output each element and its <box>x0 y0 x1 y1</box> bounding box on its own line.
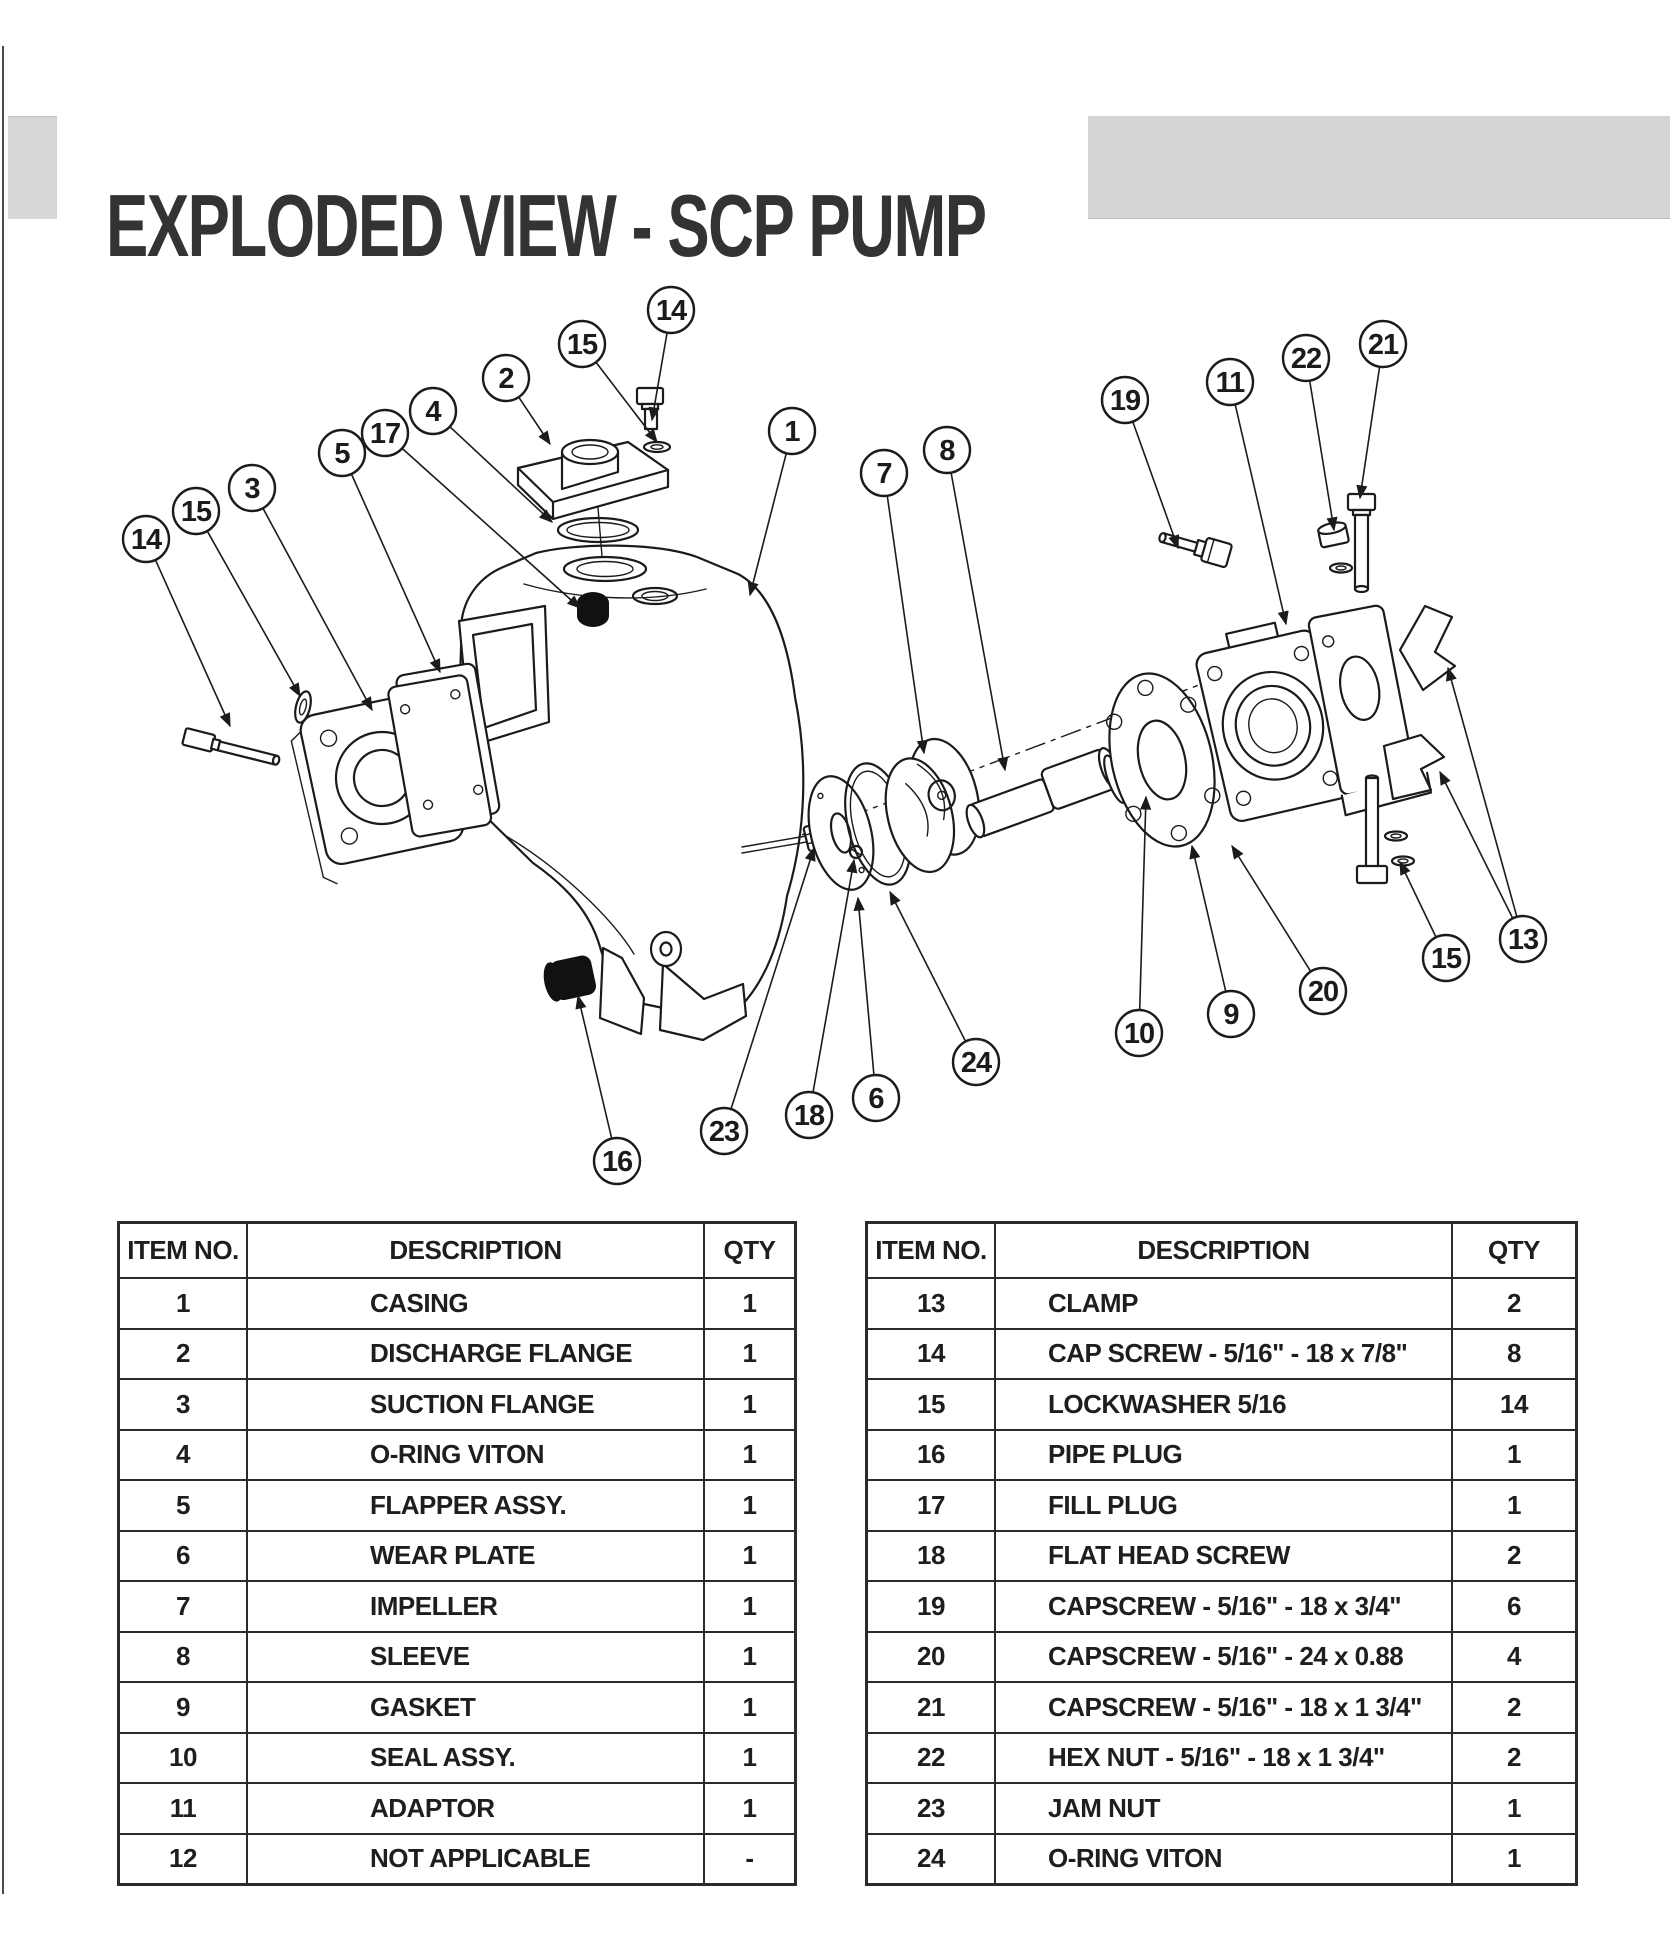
description-cell: CAPSCREW - 5/16" - 24 x 0.88 <box>995 1632 1452 1683</box>
table-row <box>867 1733 1576 1784</box>
table-row <box>119 1834 795 1885</box>
wear-plate-part <box>798 769 884 896</box>
description-cell: CASING <box>247 1278 704 1329</box>
table-row <box>119 1379 795 1430</box>
table-row <box>119 1531 795 1582</box>
description-cell: JAM NUT <box>995 1783 1452 1834</box>
callout-balloon-2 <box>483 355 550 444</box>
title-accent-bar <box>1088 116 1670 219</box>
exploded-view-diagram <box>0 228 1670 1218</box>
item-no-cell: 10 <box>119 1733 247 1784</box>
qty-cell: 6 <box>1452 1581 1576 1632</box>
item-no-cell: 9 <box>119 1682 247 1733</box>
description-cell: WEAR PLATE <box>247 1531 704 1582</box>
table-row <box>119 1783 795 1834</box>
qty-cell: 1 <box>704 1783 795 1834</box>
balloon-number: 14 <box>655 295 687 327</box>
leader-line <box>263 508 372 710</box>
item-no-cell: 1 <box>119 1278 247 1329</box>
callout-balloon-3_14 <box>123 516 230 726</box>
leader-line <box>887 496 924 753</box>
qty-cell: 1 <box>704 1379 795 1430</box>
item-no-cell: 3 <box>119 1379 247 1430</box>
column-header: DESCRIPTION <box>995 1223 1452 1278</box>
qty-cell: 2 <box>1452 1682 1576 1733</box>
item-no-cell: 7 <box>119 1581 247 1632</box>
table-row <box>867 1783 1576 1834</box>
leader-line <box>1235 404 1286 624</box>
lockwasher-20-part <box>1385 832 1414 866</box>
clamp-upper-part <box>1400 606 1455 690</box>
discharge-flange-part <box>518 440 668 519</box>
leader-line <box>890 892 966 1041</box>
item-no-cell: 11 <box>119 1783 247 1834</box>
balloon-number: 6 <box>868 1083 884 1115</box>
sleeve-part <box>960 746 1124 840</box>
leader-line <box>1310 381 1334 530</box>
qty-cell: 1 <box>704 1632 795 1683</box>
table-row <box>119 1632 795 1683</box>
item-no-cell: 18 <box>867 1531 995 1582</box>
parts-table-left-head <box>119 1223 795 1278</box>
column-header: QTY <box>1452 1223 1576 1278</box>
page-title: EXPLODED VIEW - SCP PUMP <box>106 175 986 275</box>
description-cell: LOCKWASHER 5/16 <box>995 1379 1452 1430</box>
table-row <box>119 1682 795 1733</box>
qty-cell: 1 <box>704 1682 795 1733</box>
parts-table-left <box>118 1222 796 1885</box>
balloon-number: 10 <box>1123 1018 1155 1050</box>
description-cell: O-RING VITON <box>995 1834 1452 1885</box>
leader-line <box>858 898 874 1075</box>
item-no-cell: 14 <box>867 1329 995 1380</box>
item-no-cell: 13 <box>867 1278 995 1329</box>
item-no-cell: 15 <box>867 1379 995 1430</box>
callout-balloon-9 <box>1192 846 1254 1037</box>
qty-cell: 1 <box>704 1278 795 1329</box>
leader-line <box>1232 846 1311 972</box>
parts-table-right-head <box>867 1223 1576 1278</box>
callout-balloon-1 <box>750 408 815 595</box>
capscrew-21-part <box>1348 494 1375 592</box>
qty-cell: 1 <box>704 1531 795 1582</box>
qty-cell: 1 <box>1452 1834 1576 1885</box>
title-accent-left <box>8 116 57 219</box>
fill-plug-part <box>577 592 609 627</box>
description-cell: FLAPPER ASSY. <box>247 1480 704 1531</box>
qty-cell: 1 <box>1452 1430 1576 1481</box>
qty-cell: 2 <box>1452 1278 1576 1329</box>
table-row <box>119 1733 795 1784</box>
callout-balloon-7 <box>861 450 924 753</box>
table-header-row <box>867 1223 1576 1278</box>
callout-balloon-3_15 <box>173 488 300 696</box>
table-row <box>119 1278 795 1329</box>
qty-cell: 1 <box>704 1430 795 1481</box>
o-ring-part <box>558 518 638 542</box>
table-row <box>867 1430 1576 1481</box>
table-row <box>867 1834 1576 1885</box>
column-header: DESCRIPTION <box>247 1223 704 1278</box>
balloon-number: 9 <box>1223 999 1239 1031</box>
description-cell: SUCTION FLANGE <box>247 1379 704 1430</box>
item-no-cell: 17 <box>867 1480 995 1531</box>
balloon-number: 23 <box>708 1116 740 1148</box>
qty-cell: 1 <box>704 1581 795 1632</box>
description-cell: SLEEVE <box>247 1632 704 1683</box>
balloon-number: 21 <box>1367 329 1399 361</box>
description-cell: SEAL ASSY. <box>247 1733 704 1784</box>
table-row <box>119 1581 795 1632</box>
item-no-cell: 23 <box>867 1783 995 1834</box>
callout-balloon-3 <box>229 465 372 710</box>
balloon-number: 24 <box>960 1047 992 1079</box>
balloon-number: 5 <box>334 438 350 470</box>
balloon-number: 19 <box>1109 385 1141 417</box>
balloon-number: 13 <box>1507 924 1539 956</box>
balloon-number: 17 <box>369 418 401 450</box>
qty-cell: 1 <box>1452 1480 1576 1531</box>
table-row <box>119 1480 795 1531</box>
balloon-number: 20 <box>1307 976 1339 1008</box>
callout-balloon-c15 <box>1400 862 1469 981</box>
balloon-number: 11 <box>1215 367 1245 399</box>
item-no-cell: 19 <box>867 1581 995 1632</box>
leader-line <box>1448 668 1517 917</box>
leader-line <box>519 397 550 444</box>
callout-balloon-20 <box>1232 846 1346 1014</box>
parts-table-right-body <box>867 1278 1576 1884</box>
balloon-number: 15 <box>1430 943 1462 975</box>
callout-balloon-13 <box>1440 668 1546 962</box>
callout-balloon-11 <box>1207 359 1286 624</box>
description-cell: CAPSCREW - 5/16" - 18 x 1 3/4" <box>995 1682 1452 1733</box>
qty-cell: 1 <box>1452 1783 1576 1834</box>
balloon-number: 4 <box>425 396 441 428</box>
leader-line <box>1440 772 1513 918</box>
table-row <box>867 1278 1576 1329</box>
leader-line <box>207 531 300 696</box>
leader-line <box>1400 862 1436 937</box>
table-row <box>867 1531 1576 1582</box>
item-no-cell: 20 <box>867 1632 995 1683</box>
item-no-cell: 24 <box>867 1834 995 1885</box>
leader-line <box>1360 367 1380 498</box>
description-cell: CLAMP <box>995 1278 1452 1329</box>
leader-line <box>652 333 667 420</box>
balloon-number: 16 <box>601 1146 633 1178</box>
table-row <box>867 1632 1576 1683</box>
qty-cell: - <box>704 1834 795 1885</box>
capscrew-19-part <box>1156 525 1232 568</box>
qty-cell: 1 <box>704 1480 795 1531</box>
balloon-number: 7 <box>876 458 892 490</box>
lockwasher-22-part <box>1330 564 1352 573</box>
table-row <box>867 1329 1576 1380</box>
callout-balloon-4 <box>410 388 552 522</box>
column-header: ITEM NO. <box>119 1223 247 1278</box>
leader-line <box>750 453 786 595</box>
description-cell: GASKET <box>247 1682 704 1733</box>
table-row <box>867 1682 1576 1733</box>
qty-cell: 1 <box>704 1733 795 1784</box>
description-cell: ADAPTOR <box>247 1783 704 1834</box>
balloon-number: 18 <box>793 1100 825 1132</box>
leader-line <box>813 860 854 1092</box>
table-row <box>119 1329 795 1380</box>
item-no-cell: 4 <box>119 1430 247 1481</box>
qty-cell: 14 <box>1452 1379 1576 1430</box>
column-header: ITEM NO. <box>867 1223 995 1278</box>
callout-balloon-8 <box>924 427 1005 770</box>
table-row <box>867 1581 1576 1632</box>
clamp-lower-part <box>1384 735 1444 799</box>
callout-balloon-22 <box>1283 335 1334 530</box>
description-cell: DISCHARGE FLANGE <box>247 1329 704 1380</box>
item-no-cell: 16 <box>867 1430 995 1481</box>
item-no-cell: 12 <box>119 1834 247 1885</box>
description-cell: CAP SCREW - 5/16" - 18 x 7/8" <box>995 1329 1452 1380</box>
item-no-cell: 22 <box>867 1733 995 1784</box>
balloon-number: 22 <box>1290 343 1322 375</box>
parts-table-left-body <box>119 1278 795 1884</box>
description-cell: HEX NUT - 5/16" - 18 x 1 3/4" <box>995 1733 1452 1784</box>
qty-cell: 4 <box>1452 1632 1576 1683</box>
table-row <box>867 1480 1576 1531</box>
callout-balloon-15 <box>559 321 657 442</box>
item-no-cell: 6 <box>119 1531 247 1582</box>
table-row <box>119 1430 795 1481</box>
callout-balloon-21 <box>1360 321 1406 498</box>
balloon-number: 8 <box>939 435 955 467</box>
leader-line <box>351 474 440 672</box>
description-cell: NOT APPLICABLE <box>247 1834 704 1885</box>
description-cell: CAPSCREW - 5/16" - 18 x 3/4" <box>995 1581 1452 1632</box>
leader-line <box>951 473 1005 770</box>
callout-balloon-14 <box>648 287 694 420</box>
cap-screw-left-part <box>182 728 281 768</box>
parts-table-right <box>866 1222 1577 1885</box>
callout-balloon-19 <box>1102 377 1178 548</box>
qty-cell: 1 <box>704 1329 795 1380</box>
cap-screw-top-part <box>637 388 670 452</box>
balloon-number: 14 <box>130 524 162 556</box>
table-row <box>867 1379 1576 1430</box>
callout-balloon-24 <box>890 892 999 1085</box>
qty-cell: 2 <box>1452 1531 1576 1582</box>
balloon-number: 3 <box>244 473 260 505</box>
qty-cell: 8 <box>1452 1329 1576 1380</box>
table-header-row <box>119 1223 795 1278</box>
description-cell: O-RING VITON <box>247 1430 704 1481</box>
column-header: QTY <box>704 1223 795 1278</box>
callout-balloon-6 <box>853 898 899 1121</box>
qty-cell: 2 <box>1452 1733 1576 1784</box>
item-no-cell: 2 <box>119 1329 247 1380</box>
description-cell: FILL PLUG <box>995 1480 1452 1531</box>
item-no-cell: 5 <box>119 1480 247 1531</box>
description-cell: FLAT HEAD SCREW <box>995 1531 1452 1582</box>
description-cell: IMPELLER <box>247 1581 704 1632</box>
item-no-cell: 8 <box>119 1632 247 1683</box>
leader-line <box>1133 422 1178 548</box>
balloon-number: 15 <box>566 329 598 361</box>
leader-line <box>1192 846 1226 992</box>
leader-line <box>155 560 230 726</box>
balloon-number: 1 <box>784 416 800 448</box>
description-cell: PIPE PLUG <box>995 1430 1452 1481</box>
pipe-plug-part <box>540 954 597 1004</box>
item-no-cell: 21 <box>867 1682 995 1733</box>
balloon-number: 2 <box>498 363 514 395</box>
balloon-number: 15 <box>180 496 212 528</box>
